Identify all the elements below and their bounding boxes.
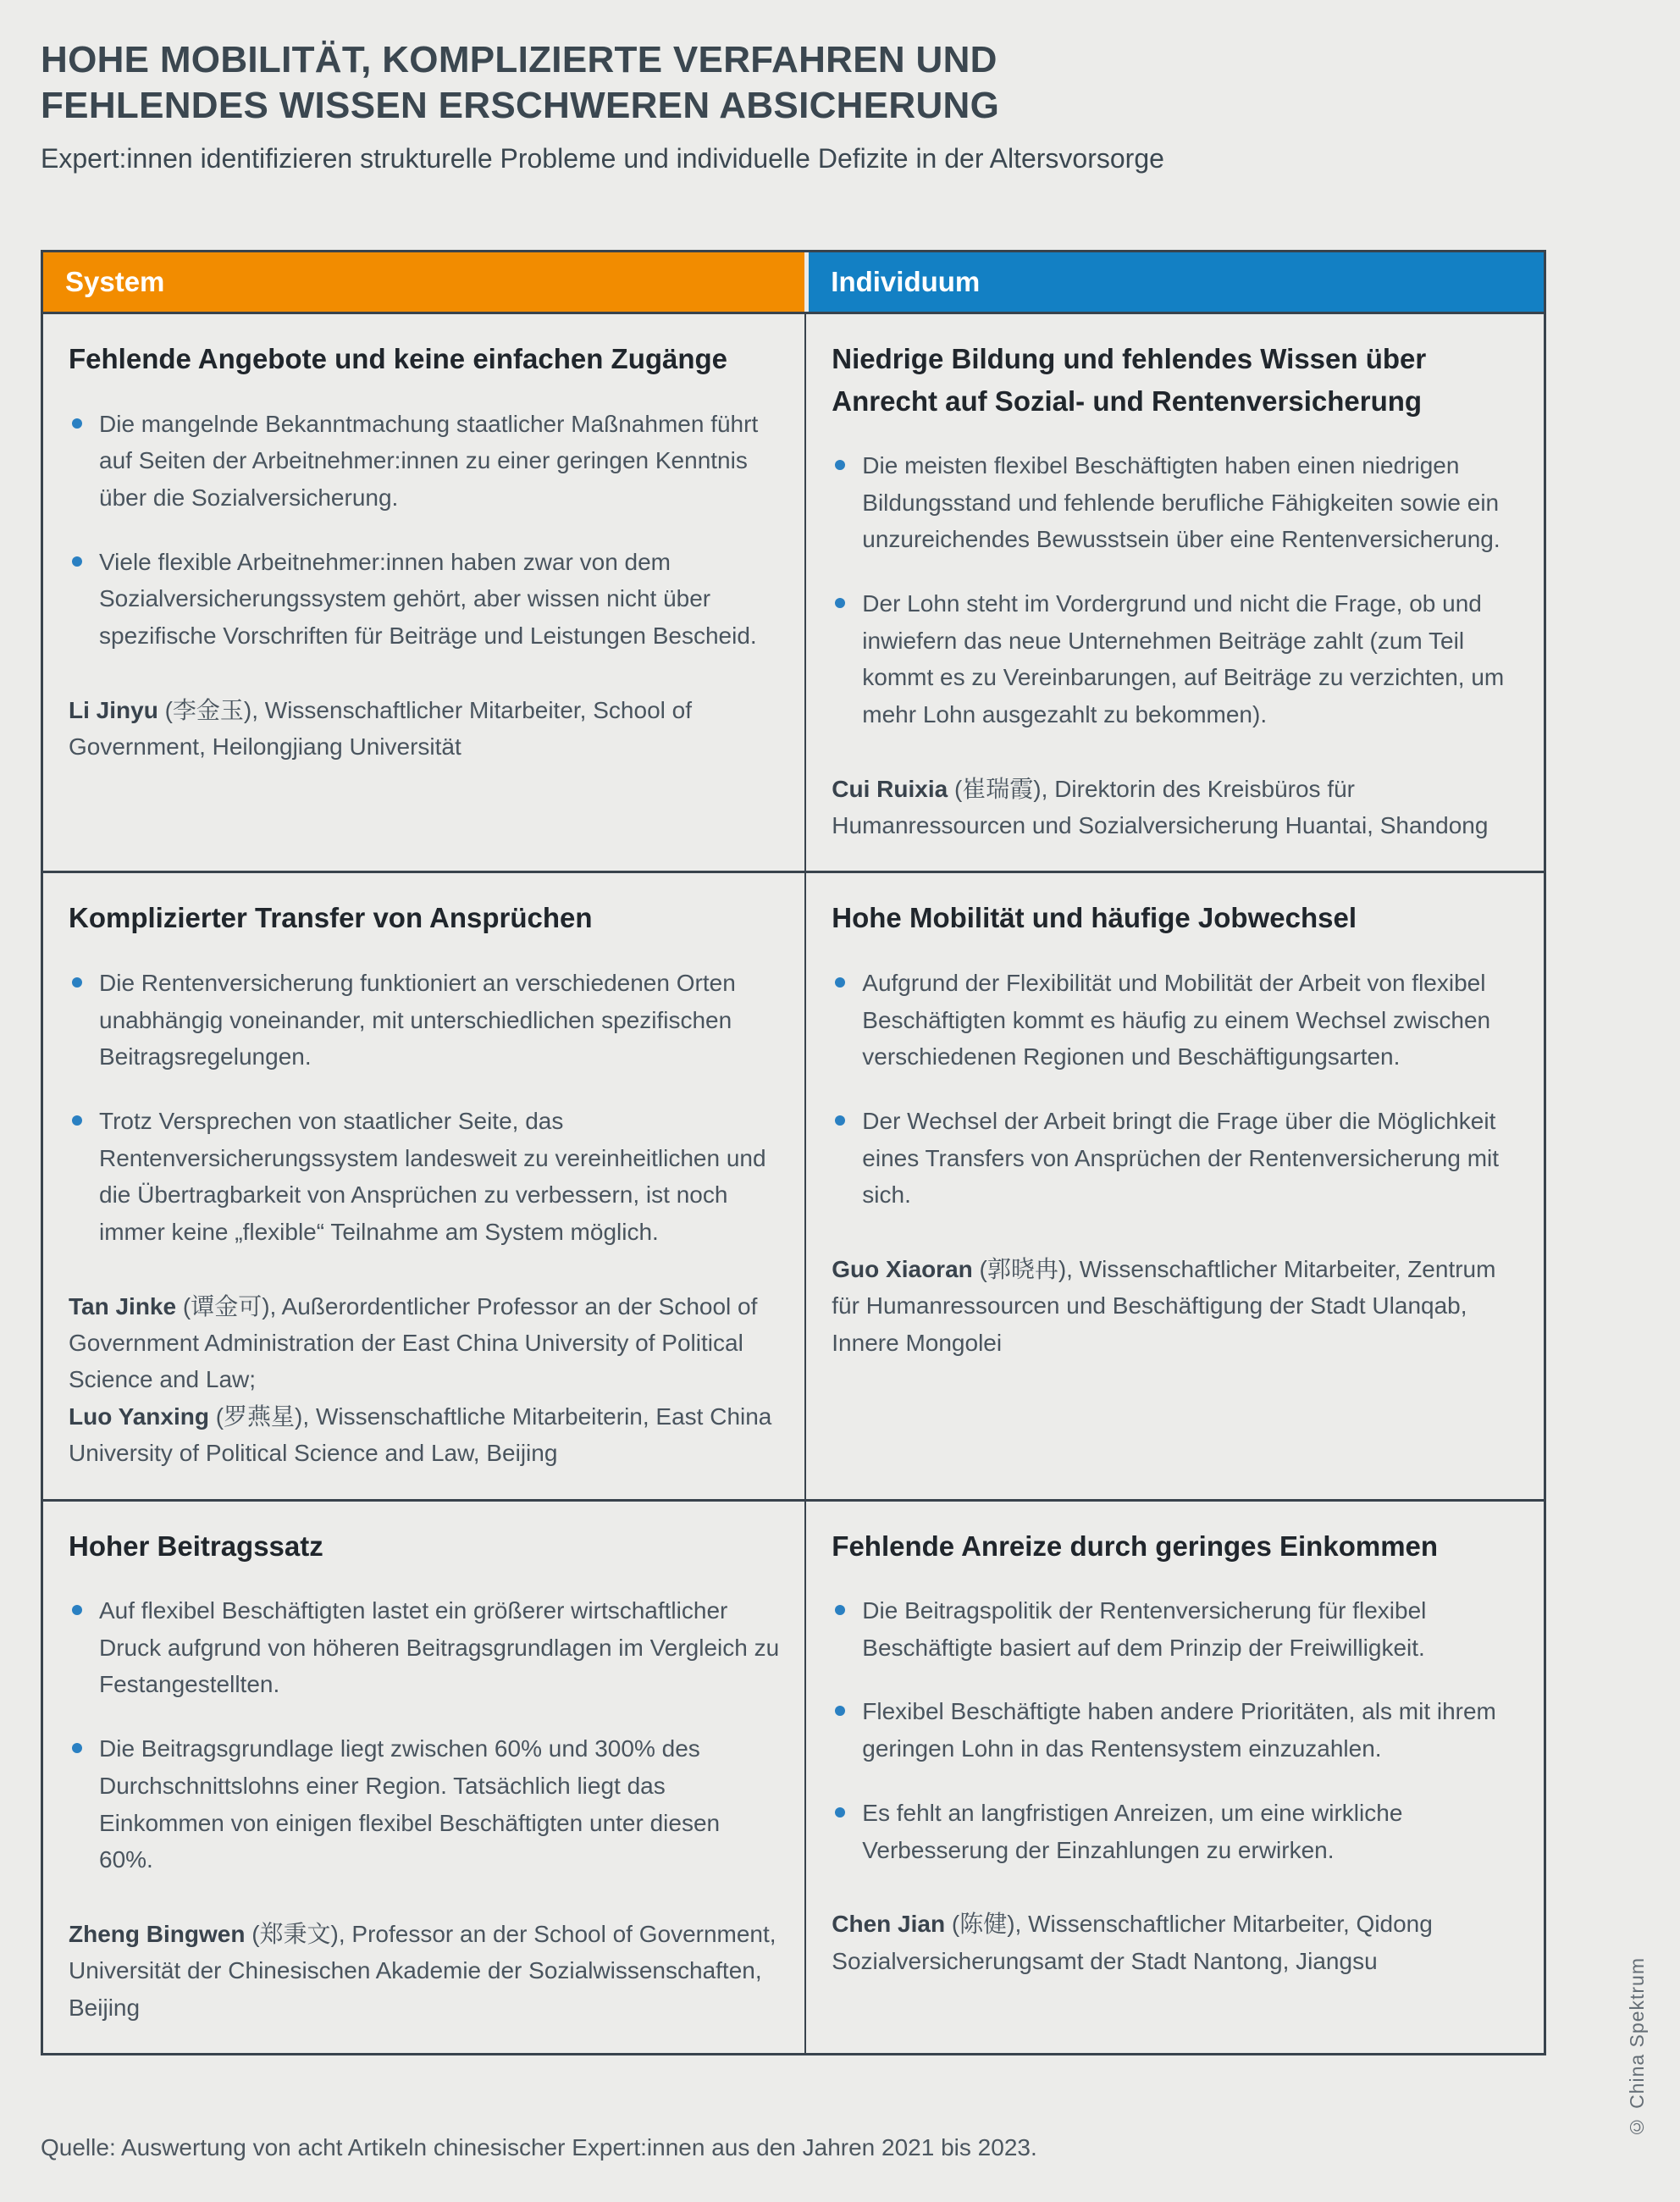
attribution (832, 771, 1518, 844)
bullet-dot-icon (835, 977, 845, 988)
source-note: Quelle: Auswertung von acht Artikeln chinesischer Expert:innen aus den Jahren 2021 bis 2023. (41, 2134, 1037, 2161)
bullet-dot-icon (72, 1743, 82, 1753)
bullet-list (69, 965, 779, 1251)
attribution (69, 1288, 779, 1472)
attribution-name: Guo Xiaoran (832, 1256, 973, 1283)
cell-title: Niedrige Bildung und fehlendes Wissen über Anrecht auf Sozial- und Rentenversicherung (832, 343, 1427, 417)
page-title-line-2: FEHLENDES WISSEN ERSCHWEREN ABSICHERUNG (41, 84, 1000, 126)
bullet-item (69, 965, 779, 1076)
attribution (832, 1906, 1518, 1979)
bullet-item (69, 1592, 779, 1703)
page-header (41, 37, 1480, 174)
attribution-name: Li Jinyu (69, 696, 158, 723)
cell-title: Fehlende Angebote und keine einfachen Zugänge (69, 343, 728, 374)
bullet-item (832, 1693, 1518, 1767)
bullet-item (69, 544, 779, 655)
bullet-item (832, 1103, 1518, 1214)
bullet-text: Der Wechsel der Arbeit bringt die Frage über die Möglichkeit eines Transfers von Ansprüchen der Rentenversicherung mit sich. (862, 1108, 1500, 1209)
cell-system-contribution-rate (43, 1502, 804, 2053)
bullet-item (832, 585, 1518, 733)
attribution-text: (崔瑞霞), Direktorin des Kreisbüros für Humanressourcen und Sozialversicherung Huantai, Shandong (832, 775, 1489, 839)
attribution-name: Tan Jinke (69, 1292, 177, 1320)
attribution-text: (郭晓冉), Wissenschaftlicher Mitarbeiter, Zentrum für Humanressourcen und Beschäftigung der Stadt Ulanqab, Innere Mongolei (832, 1256, 1496, 1356)
bullet-item (69, 406, 779, 517)
cell-title: Hoher Beitragssatz (69, 1530, 323, 1562)
bullet-text: Flexibel Beschäftigte haben andere Prioritäten, als mit ihrem geringen Lohn in das Rentensystem einzuzahlen. (862, 1698, 1496, 1762)
attribution-text: (郑秉文), Professor an der School of Government, Universität der Chinesischen Akademie der Sozialwissenschaften, Beijing (69, 1920, 776, 2021)
bullet-text: Aufgrund der Flexibilität und Mobilität der Arbeit von flexibel Beschäftigten kommt es häufig zu einem Wechsel zwischen verschiedenen Regionen und Beschäftigungsarten. (862, 969, 1491, 1071)
bullet-dot-icon (72, 1115, 82, 1126)
bullet-list (832, 1592, 1518, 1868)
bullet-text: Die meisten flexibel Beschäftigten haben einen niedrigen Bildungsstand und fehlende berufliche Fähigkeiten sowie ein unzureichendes Bewusstsein über eine Rentenversicherung. (862, 452, 1500, 553)
bullet-list (832, 447, 1518, 733)
bullet-text: Viele flexible Arbeitnehmer:innen haben zwar von dem Sozialversicherungssystem gehört, aber wissen nicht über spezifische Vorschriften für Beiträge und Leistungen Bescheid. (99, 548, 757, 649)
table-header-row (43, 252, 1544, 312)
copyright-note: © China Spektrum (1626, 1956, 1648, 2138)
table-row-1 (43, 312, 1544, 871)
page-subtitle: Expert:innen identifizieren strukturelle Probleme und individuelle Defizite in der Altersvorsorge (41, 143, 1164, 174)
bullet-dot-icon (835, 1605, 845, 1615)
cell-system-transfer (43, 873, 804, 1498)
bullet-list (832, 965, 1518, 1214)
attribution (69, 692, 779, 766)
bullet-dot-icon (72, 1605, 82, 1615)
cell-system-access (43, 314, 804, 871)
attribution-name: Chen Jian (832, 1911, 946, 1938)
column-header-system: System (43, 252, 804, 312)
bullet-text: Es fehlt an langfristigen Anreizen, um eine wirkliche Verbesserung der Einzahlungen zu erwirken. (862, 1799, 1403, 1863)
attribution-name: Luo Yanxing (69, 1403, 209, 1430)
bullet-text: Auf flexibel Beschäftigten lastet ein größerer wirtschaftlicher Druck aufgrund von höheren Beitragsgrundlagen im Vergleich zu Festangestellten. (99, 1597, 780, 1698)
bullet-item (69, 1103, 779, 1251)
comparison-table (41, 250, 1546, 2055)
attribution-text: (陈健), Wissenschaftlicher Mitarbeiter, Qidong Sozialversicherungsamt der Stadt Nantong, Jiangsu (832, 1911, 1433, 1974)
attribution-name: Cui Ruixia (832, 775, 948, 802)
bullet-dot-icon (835, 1706, 845, 1716)
bullet-item (69, 1730, 779, 1878)
bullet-list (69, 1592, 779, 1878)
bullet-item (832, 965, 1518, 1076)
page-title (41, 37, 1480, 128)
attribution-name: Zheng Bingwen (69, 1920, 246, 1947)
bullet-item (832, 1795, 1518, 1868)
bullet-text: Die Beitragsgrundlage liegt zwischen 60% und 300% des Durchschnittslohns einer Region. Tatsächlich liegt das Einkommen von einigen flexibel Beschäftigten unter diesen 60%. (99, 1735, 721, 1873)
bullet-list (69, 406, 779, 655)
cell-title: Hohe Mobilität und häufige Jobwechsel (832, 902, 1357, 934)
attribution-text: (李金玉), Wissenschaftlicher Mitarbeiter, School of Government, Heilongjiang Universität (69, 696, 692, 760)
bullet-item (832, 1592, 1518, 1666)
cell-individuum-incentives (804, 1502, 1544, 2053)
bullet-text: Die Beitragspolitik der Rentenversicherung für flexibel Beschäftigte basiert auf dem Prinzip der Freiwilligkeit. (862, 1597, 1427, 1661)
bullet-dot-icon (835, 1115, 845, 1126)
attribution-text: (谭金可), Außerordentlicher Professor an der School of Government Administration der East China University of Political Science and Law; (69, 1292, 758, 1393)
table-row-2 (43, 871, 1544, 1498)
bullet-text: Der Lohn steht im Vordergrund und nicht die Frage, ob und inwiefern das neue Unternehmen Beiträge zahlt (zum Teil kommt es zu Vereinbarungen, auf Beiträge zu verzichten, um mehr Lohn ausgezahlt zu bekommen). (862, 590, 1505, 728)
bullet-dot-icon (835, 598, 845, 608)
bullet-dot-icon (835, 1807, 845, 1817)
bullet-dot-icon (835, 460, 845, 470)
bullet-dot-icon (72, 977, 82, 988)
bullet-dot-icon (72, 418, 82, 429)
bullet-text: Die mangelnde Bekanntmachung staatlicher Maßnahmen führt auf Seiten der Arbeitnehmer:innen zu einer geringen Kenntnis über die Sozialversicherung. (99, 410, 759, 511)
attribution (69, 1916, 779, 2026)
bullet-dot-icon (72, 556, 82, 567)
cell-title: Fehlende Anreize durch geringes Einkommen (832, 1530, 1439, 1562)
attribution (832, 1251, 1518, 1361)
cell-title: Komplizierter Transfer von Ansprüchen (69, 902, 593, 934)
table-row-3 (43, 1499, 1544, 2053)
bullet-text: Trotz Versprechen von staatlicher Seite, das Rentenversicherungssystem landesweit zu vereinheitlichen und die Übertragbarkeit von Ansprüchen zu verbessern, ist noch immer keine „flexible“ Teilnahme am System möglich. (99, 1108, 766, 1246)
page-title-line-1: HOHE MOBILITÄT, KOMPLIZIERTE VERFAHREN UND (41, 39, 998, 80)
cell-individuum-education (804, 314, 1544, 871)
attribution-text: (罗燕星), Wissenschaftliche Mitarbeiterin, East China University of Political Science and Law, Beijing (69, 1403, 772, 1467)
column-header-individuum: Individuum (804, 252, 1544, 312)
cell-individuum-mobility (804, 873, 1544, 1498)
bullet-item (832, 447, 1518, 558)
bullet-text: Die Rentenversicherung funktioniert an verschiedenen Orten unabhängig voneinander, mit unterschiedlichen spezifischen Beitragsregelungen. (99, 969, 736, 1071)
